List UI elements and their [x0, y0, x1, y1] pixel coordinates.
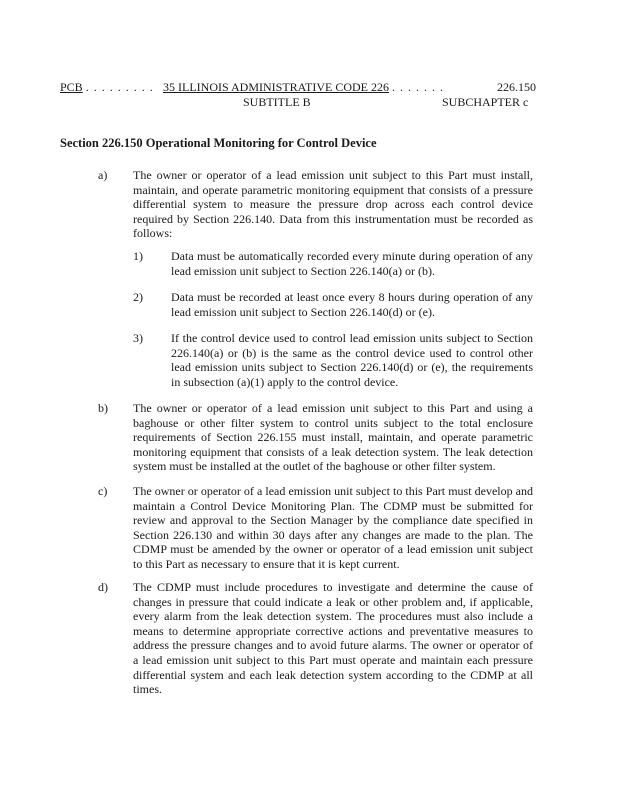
subsection-text-a3: If the control device used to control lead emission units subject to Section 226.140(a) or (b) is the same as the control device used to control other lead emission units subject to Section 226.140(d) or (e), the requirements in subsection (a)(1) apply to the control device. [171, 331, 533, 389]
subsection-label-a: a) [98, 168, 108, 182]
header-subtitle: SUBTITLE B [243, 95, 311, 109]
subsection-label-b: b) [98, 401, 108, 415]
subsection-text-b: The owner or operator of a lead emission unit subject to this Part and using a baghouse or other filter system to control units subject to the total enclosure requirements of Section 226.155 must install, maintain, and operate parametric monitoring equipment that consists of a leak detection system. The leak detection system must be installed at the outlet of the baghouse or other filter system. [133, 401, 533, 474]
header-section-number: 226.150 [497, 80, 536, 94]
subsection-text-a1: Data must be automatically recorded every minute during operation of any lead emission unit subject to Section 226.140(a) or (b). [171, 249, 533, 278]
subsection-label-a1: 1) [133, 249, 143, 263]
header-center [163, 80, 444, 94]
subsection-label-a3: 3) [133, 331, 143, 345]
header-subchapter: SUBCHAPTER c [442, 95, 529, 109]
subsection-text-d: The CDMP must include procedures to investigate and determine the cause of changes in pressure that could indicate a leak or other problem and, if applicable, every alarm from the leak detection system. The procedures must also include a means to determine appropriate corrective actions and preventative measures to address the pressure changes and to avoid future alarms. The owner or operator of a lead emission unit subject to this Part must operate and maintain each pressure differential system and each leak detection system according to the CDMP at all times. [133, 580, 533, 697]
subsection-label-d: d) [98, 580, 108, 594]
section-title: Section 226.150 Operational Monitoring for Control Device [60, 136, 377, 150]
subsection-label-a2: 2) [133, 290, 143, 304]
header-left [60, 80, 154, 94]
subsection-text-a: The owner or operator of a lead emission unit subject to this Part must install, maintain, and operate parametric monitoring equipment that consists of a pressure differential system to measure the pressure drop across each control device required by Section 226.140. Data from this instrumentation must be recorded as follows: [133, 168, 533, 241]
header-dots: . . . . . . . . . [85, 80, 154, 94]
header-code-title: 35 ILLINOIS ADMINISTRATIVE CODE 226 [163, 80, 389, 94]
subsection-text-a2: Data must be recorded at least once every 8 hours during operation of any lead emission unit subject to Section 226.140(d) or (e). [171, 290, 533, 319]
subsection-label-c: c) [98, 484, 108, 498]
header-source: PCB [60, 80, 83, 94]
header-code-dots: . . . . . . . [391, 80, 444, 94]
subsection-text-c: The owner or operator of a lead emission unit subject to this Part must develop and maintain a Control Device Monitoring Plan. The CDMP must be submitted for review and approval to the Section Manager by the compliance date specified in Section 226.130 and within 30 days after any changes are made to the plan. The CDMP must be amended by the owner or operator of a lead emission unit subject to this Part as necessary to ensure that it is kept current. [133, 484, 533, 571]
